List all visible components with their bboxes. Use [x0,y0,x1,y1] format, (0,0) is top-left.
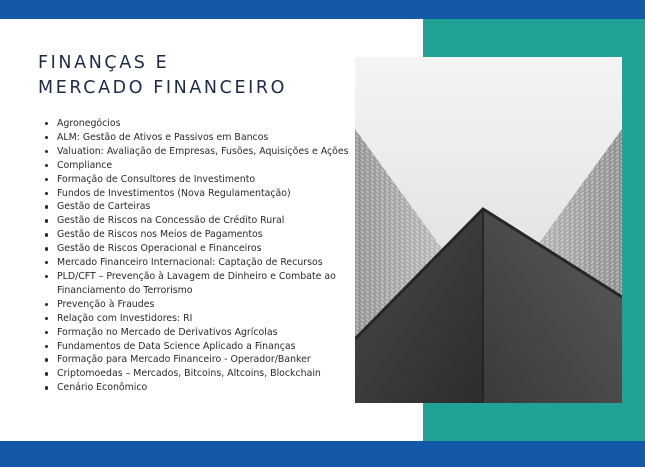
list-item: Mercado Financeiro Internacional: Captação de Recursos [57,256,362,270]
list-item: Formação no Mercado de Derivativos Agrícolas [57,326,362,340]
top-color-bar [0,0,645,19]
list-item: Gestão de Riscos na Concessão de Crédito Rural [57,214,362,228]
list-item: Agronegócios [57,117,362,131]
list-item: Fundos de Investimentos (Nova Regulamentação) [57,187,362,201]
list-item: Cenário Econômico [57,381,362,395]
list-item: ALM: Gestão de Ativos e Passivos em Bancos [57,131,362,145]
list-item: Gestão de Riscos Operacional e Financeiros [57,242,362,256]
list-item: Valuation: Avaliação de Empresas, Fusões, Aquisições e Ações [57,145,362,159]
list-item: Prevenção à Fraudes [57,298,362,312]
list-item: PLD/CFT – Prevenção à Lavagem de Dinheiro e Combate ao Financiamento do Terrorismo [57,270,362,298]
page-title [38,51,287,101]
list-item: Gestão de Riscos nos Meios de Pagamentos [57,228,362,242]
title-line-2: MERCADO FINANCEIRO [38,78,287,98]
list-item: Relação com Investidores: RI [57,312,362,326]
list-item: Formação de Consultores de Investimento [57,173,362,187]
list-item: Compliance [57,159,362,173]
list-item: Formação para Mercado Financeiro - Operador/Banker [57,353,362,367]
title-line-1: FINANÇAS E [38,53,170,73]
list-item: Gestão de Carteiras [57,200,362,214]
list-item: Criptomoedas – Mercados, Bitcoins, Altcoins, Blockchain [57,367,362,381]
bottom-color-bar [0,441,645,467]
buildings-photo [355,57,622,403]
course-list [37,117,362,395]
list-item: Fundamentos de Data Science Aplicado a Finanças [57,340,362,354]
